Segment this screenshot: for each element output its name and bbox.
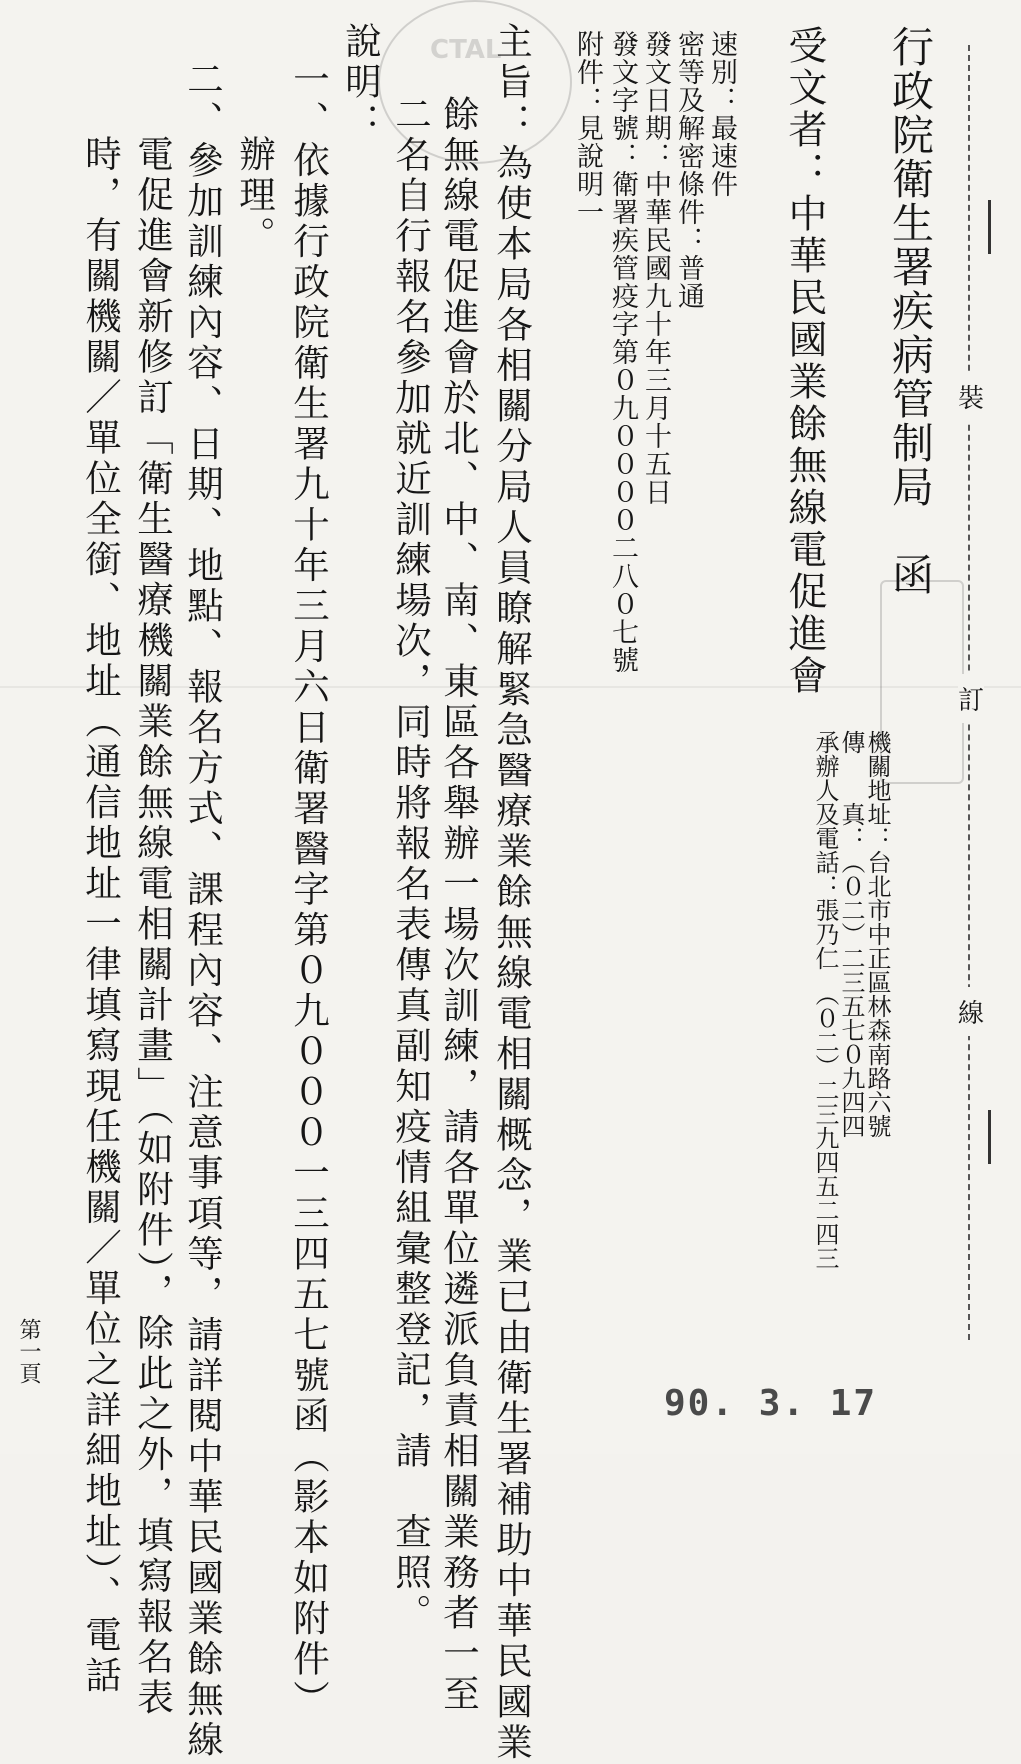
binding-label-zhuang: 裝 xyxy=(958,372,984,421)
agency-fax: 傳 真：（０二）二三五七０九四四 xyxy=(837,730,865,1138)
issuing-organization: 行政院衛生署疾病管制局 函 xyxy=(886,25,935,597)
speed-field: 速別：最速件 xyxy=(706,30,737,198)
binding-tick xyxy=(988,1110,991,1164)
page-number: 第一頁 xyxy=(16,1318,41,1384)
subject-line-3: 二名自行報名參加就近訓練場次，同時將報名表傳真副知疫情組彙整登記，請 查照。 xyxy=(389,95,433,1634)
subject-line-1: 主旨：為使本局各相關分局人員瞭解緊急醫療業餘無線電相關概念，業已由衛生署補助中華民國業 xyxy=(490,22,534,1764)
seal-stamp-text: CTAL xyxy=(430,35,502,65)
explanation-item-2-line-1: 二、參加訓練內容、日期、地點、報名方式、課程內容、注意事項等，請詳閱中華民國業餘無線 xyxy=(181,60,225,1761)
binding-tick xyxy=(988,200,991,254)
handler-contact: 承辦人及電話：張乃仁 （０二）二三九四五二四三 xyxy=(811,730,839,1270)
received-date-stamp: 90. 3. 17 xyxy=(664,1383,878,1424)
agency-address: 機關地址：台北市中正區林森南路六號 xyxy=(863,730,891,1138)
recipient-line: 受文者：中華民國業餘無線電促進會 xyxy=(782,25,827,697)
binding-label-ding: 訂 xyxy=(958,674,984,723)
attachment-field: 附件：見說明一 xyxy=(572,30,603,226)
issue-date-field: 發文日期：中華民國九十年三月十五日 xyxy=(640,30,671,506)
subject-line-2: 餘無線電促進會於北、中、南、東區各舉辦一場次訓練，請各單位遴派負責相關業務者一至 xyxy=(437,95,481,1715)
binding-label-xian: 線 xyxy=(958,987,984,1036)
explanation-item-2-line-3: 時，有關機關／單位全銜、地址（通信地址一律填寫現任機關／單位之詳細地址）、電話 xyxy=(79,135,123,1697)
explanation-item-1-line-2: 辦理。 xyxy=(233,135,277,257)
explanation-item-1-line-1: 一、依據行政院衛生署九十年三月六日衛署醫字第０九０００一三四五七號函（影本如附件） xyxy=(287,60,331,1721)
security-field: 密等及解密條件：普通 xyxy=(673,30,704,310)
document-number-field: 發文字號：衛署疾管疫字第０九００００二八０七號 xyxy=(607,30,638,674)
explanation-heading: 說明： xyxy=(339,22,383,144)
explanation-item-2-line-2: 電促進會新修訂「衛生醫療機關業餘無線電相關計畫」（如附件），除此之外，填寫報名表 xyxy=(131,135,175,1719)
